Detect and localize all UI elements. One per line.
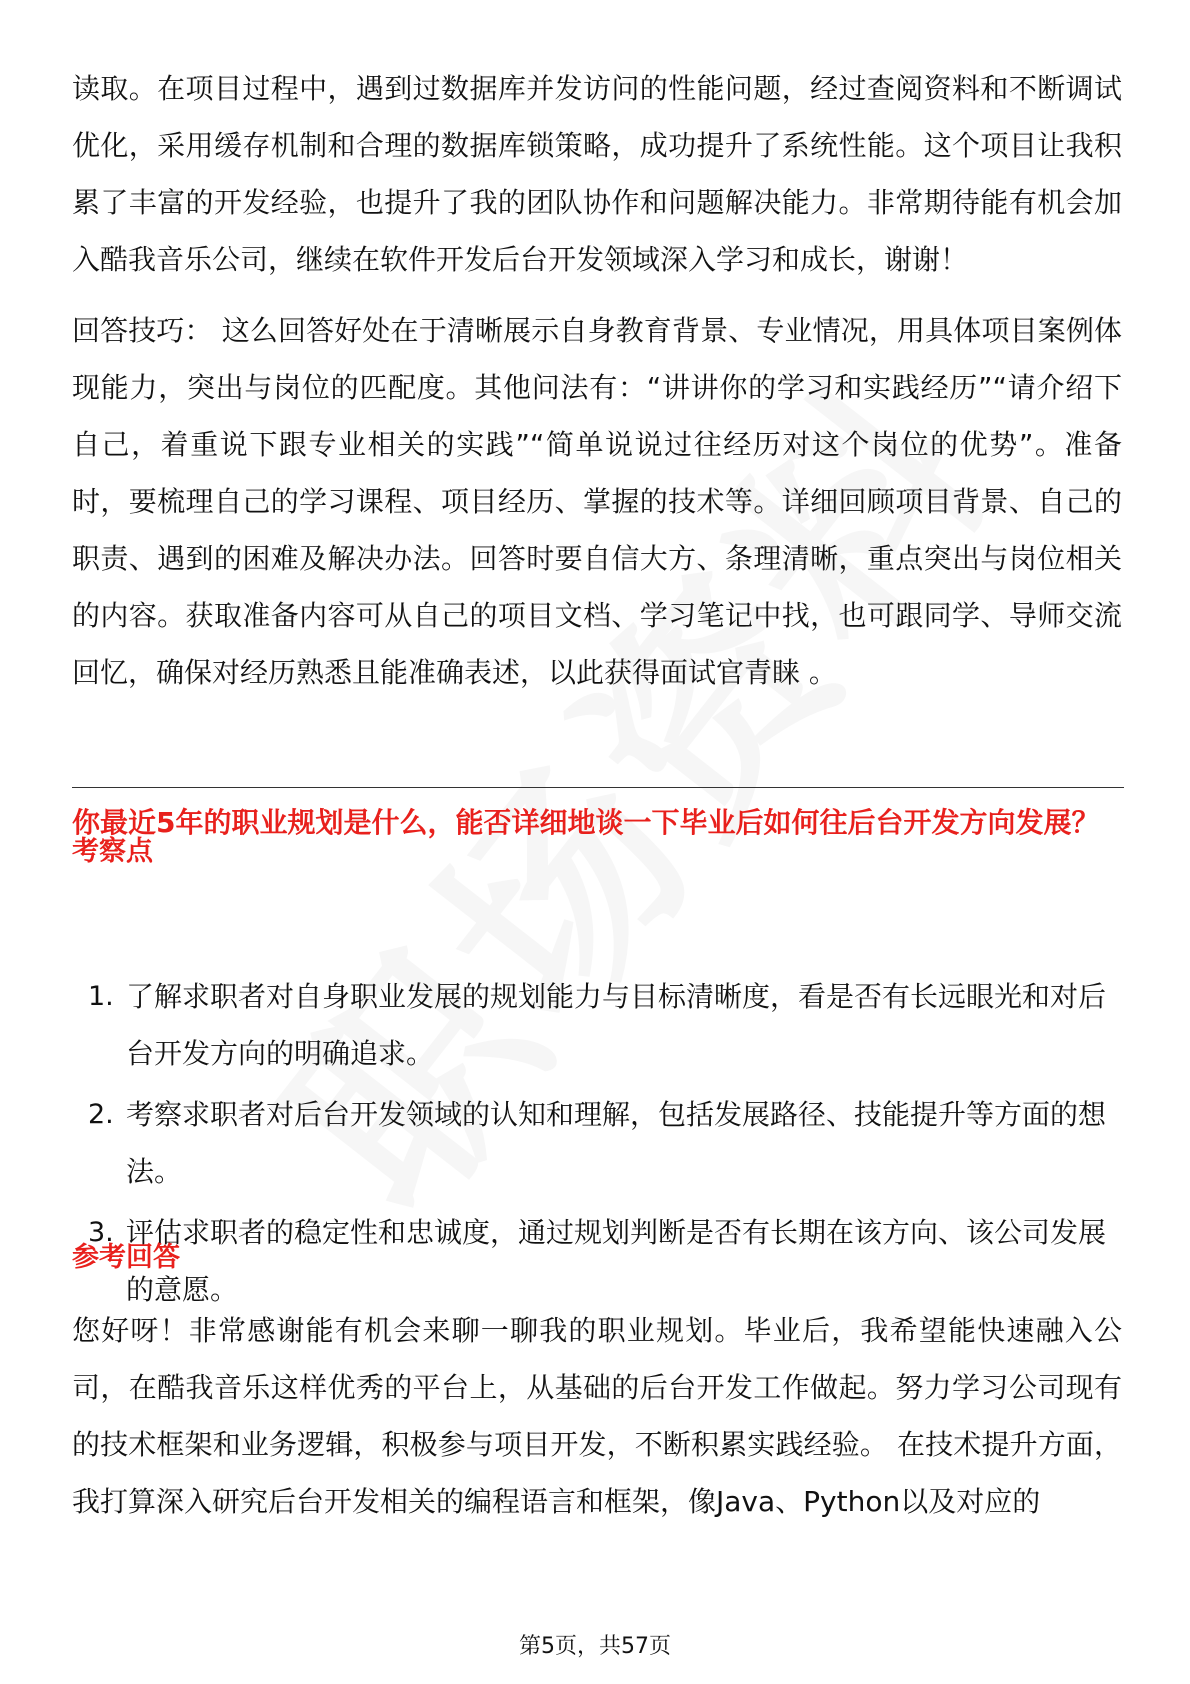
list-item-text: 考察求职者对后台开发领域的认知和理解，包括发展路径、技能提升等方面的想法。 [126,1098,1107,1188]
intro-paragraph: 读取。在项目过程中，遇到过数据库并发访问的性能问题，经过查阅资料和不断调试优化，采用缓存机制和合理的数据库锁策略，成功提升了系统性能。这个项目让我积累了丰富的开发经验，也提升了我的团队协作和问题解决能力。非常期待能有机会加入酷我音乐公司，继续在软件开发后台开发领域深入学习和成长，谢谢！ [72,72,1122,276]
list-item-number: 3. [88,1217,114,1248]
reference-answer-paragraph: 您好呀！非常感谢能有机会来聊一聊我的职业规划。毕业后，我希望能快速融入公司，在酷我音乐这样优秀的平台上，从基础的后台开发工作做起。努力学习公司现有的技术框架和业务逻辑，积极参与项目开发，不断积累实践经验。 在技术提升方面，我打算深入研究后台开发相关的编程语言和框架，像Java、Python以及对应的 [72,1314,1122,1518]
list-item [72,968,1122,1082]
list-item-number: 2. [88,1099,114,1130]
list-item-number: 1. [88,981,114,1012]
answer-tips-paragraph: 回答技巧： 这么回答好处在于清晰展示自身教育背景、专业情况，用具体项目案例体现能力，突出与岗位的匹配度。其他问法有：“讲讲你的学习和实践经历”“请介绍下自己，着重说下跟专业相关的实践”“简单说说过往经历对这个岗位的优势”。准备时，要梳理自己的学习课程、项目经历、掌握的技术等。详细回顾项目背景、自己的职责、遇到的困难及解决办法。回答时要自信大方、条理清晰，重点突出与岗位相关的内容。获取准备内容可从自己的项目文档、学习笔记中找，也可跟同学、导师交流回忆，确保对经历熟悉且能准确表述，以此获得面试官青睐 。 [72,314,1122,689]
list-item-text: 评估求职者的稳定性和忠诚度，通过规划判断是否有长期在该方向、该公司发展的意愿。 [126,1216,1107,1306]
section-divider [72,787,1124,788]
list-item-text: 了解求职者对自身职业发展的规划能力与目标清晰度，看是否有长远眼光和对后台开发方向的明确追求。 [126,980,1107,1070]
list-item [72,1086,1122,1200]
question-title: 你最近5年的职业规划是什么，能否详细地谈一下毕业后如何往后台开发方向发展？ [72,806,1100,839]
list-item [72,1204,1122,1318]
reference-answer-heading: 参考回答 [72,1242,180,1273]
page-footer: 第5页，共57页 [519,1634,671,1659]
examination-heading: 考察点 [72,836,153,867]
examination-points-list [72,968,1122,1322]
